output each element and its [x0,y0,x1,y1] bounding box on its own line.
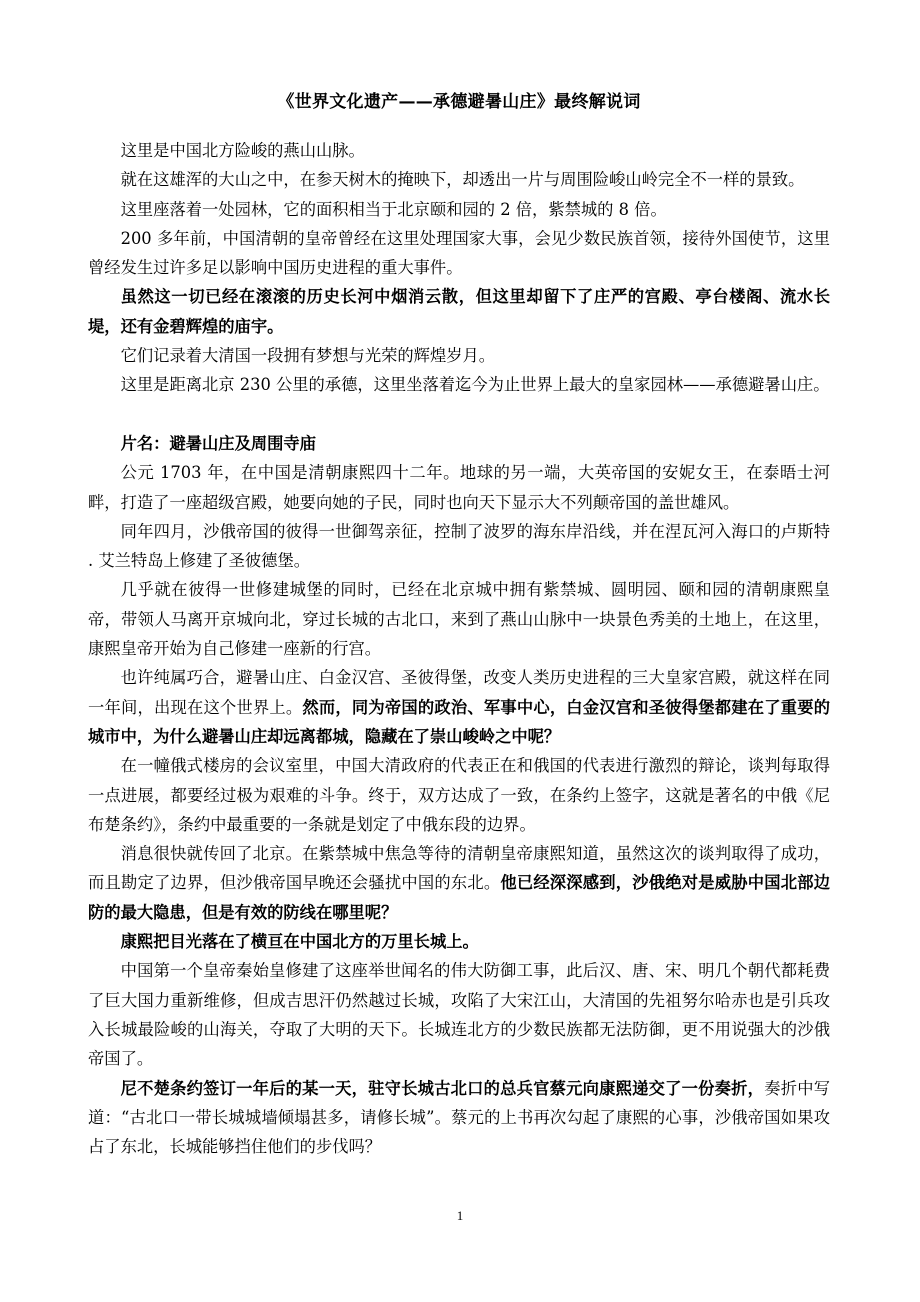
document-title: 《世界文化遗产——承德避暑山庄》最终解说词 [277,92,641,112]
paragraph-body-3: 几乎就在彼得一世修建城堡的同时，已经在北京城中拥有紫禁城、圆明园、颐和园的清朝康熙皇帝，带领人马离开京城向北，穿过长城的古北口，来到了燕山山脉中一块景色秀美的土地上，在这里，康熙皇帝开始为自己修建一座新的行宫。 [88,580,830,659]
paragraph-body-8: 中国第一个皇帝秦始皇修建了这座举世闻名的伟大防御工事，此后汉、唐、宋、明几个朝代都耗费了巨大国力重新维修，但成吉思汗仍然越过长城，攻陷了大宋江山，大清国的先祖努尔哈赤也是引兵攻入长城最险峻的山海关，夺取了大明的天下。长城连北方的少数民族都无法防御，更不用说强大的沙俄帝国了。 [88,961,830,1069]
page-number: 1 [456,1208,464,1223]
paragraph-body-6-text: 消息很快就传回了北京。在紫禁城中焦急等待的清朝皇帝康熙知道，虽然这次的谈判取得了成功，而且勘定了边界，但沙俄帝国早晚还会骚扰中国的东北。 [88,844,830,893]
paragraph-intro-4: 200 多年前，中国清朝的皇帝曾经在这里处理国家大事，会见少数民族首领，接待外国使节，这里曾经发生过许多足以影响中国历史进程的重大事件。 [88,228,830,278]
paragraph-intro-2: 就在这雄浑的大山之中，在参天树木的掩映下，却透出一片与周围险峻山岭完全不一样的景致。 [120,170,805,190]
paragraph-intro-6: 它们记录着大清国一段拥有梦想与光荣的辉煌岁月。 [120,346,496,366]
paragraph-intro-3: 这里座落着一处园林，它的面积相当于北京颐和园的 2 倍，紫禁城的 8 倍。 [120,199,667,219]
paragraph-body-4-bold: 然而，同为帝国的政治、军事中心，白金汉宫和圣彼得堡都建在了重要的城市中，为什么避暑山庄却远离都城，隐藏在了崇山峻岭之中呢？ [88,697,830,746]
paragraph-body-5: 在一幢俄式楼房的会议室里，中国大清政府的代表正在和俄国的代表进行激烈的辩论，谈判每取得一点进展，都要经过极为艰难的斗争。终于，双方达成了一致，在条约上签字，这就是著名的中俄《尼布楚条约》，条约中最重要的一条就是划定了中俄东段的边界。 [88,756,830,834]
paragraph-body-9-text: 奏折中写道：“古北口一带长城城墙倾塌甚多，请修长城”。蔡元的上书再次勾起了康熙的心事，沙俄帝国如果攻占了东北，长城能够挡住他们的步伐吗？ [88,1078,830,1157]
paragraph-body-9-bold: 尼不楚条约签订一年后的某一天，驻守长城古北口的总兵官蔡元向康熙递交了一份奏折， [120,1078,765,1098]
paragraph-body-7-bold: 康熙把目光落在了横亘在中国北方的万里长城上。 [120,932,479,952]
paragraph-body-4 [88,663,830,751]
paragraph-body-1: 公元 1703 年，在中国是清朝康熙四十二年。地球的另一端，大英帝国的安妮女王，在泰晤士河畔，打造了一座超级宫殿，她要向她的子民，同时也向天下显示大不列颠帝国的盖世雄风。 [88,463,830,512]
blank-line [88,400,830,429]
paragraph-intro-5-bold: 虽然这一切已经在滚滚的历史长河中烟消云散，但这里却留下了庄严的宫殿、亭台楼阁、流水长堤，还有金碧辉煌的庙宇。 [88,287,830,336]
paragraph-intro-1: 这里是中国北方险峻的燕山山脉。 [120,141,365,160]
film-title: 片名：避暑山庄及周围寺庙 [120,433,316,453]
paragraph-body-2: 同年四月，沙俄帝国的彼得一世御驾亲征，控制了波罗的海东岸沿线，并在涅瓦河入海口的卢斯特 . 艾兰特岛上修建了圣彼德堡。 [88,521,830,571]
paragraph-body-9 [88,1074,830,1162]
paragraph-intro-7: 这里是距离北京 230 公里的承德，这里坐落着迄今为止世界上最大的皇家园林——承德避暑山庄。 [120,375,830,395]
paragraph-body-4-text: 也许纯属巧合，避暑山庄、白金汉宫、圣彼得堡，改变人类历史进程的三大皇家宫殿，就这样在同一年间，出现在这个世界上。 [88,668,830,717]
paragraph-body-6 [88,839,830,927]
document-page [88,88,830,1161]
paragraph-body-6-bold: 他已经深深感到，沙俄绝对是威胁中国北部边防的最大隐患，但是有效的防线在哪里呢？ [88,873,830,922]
